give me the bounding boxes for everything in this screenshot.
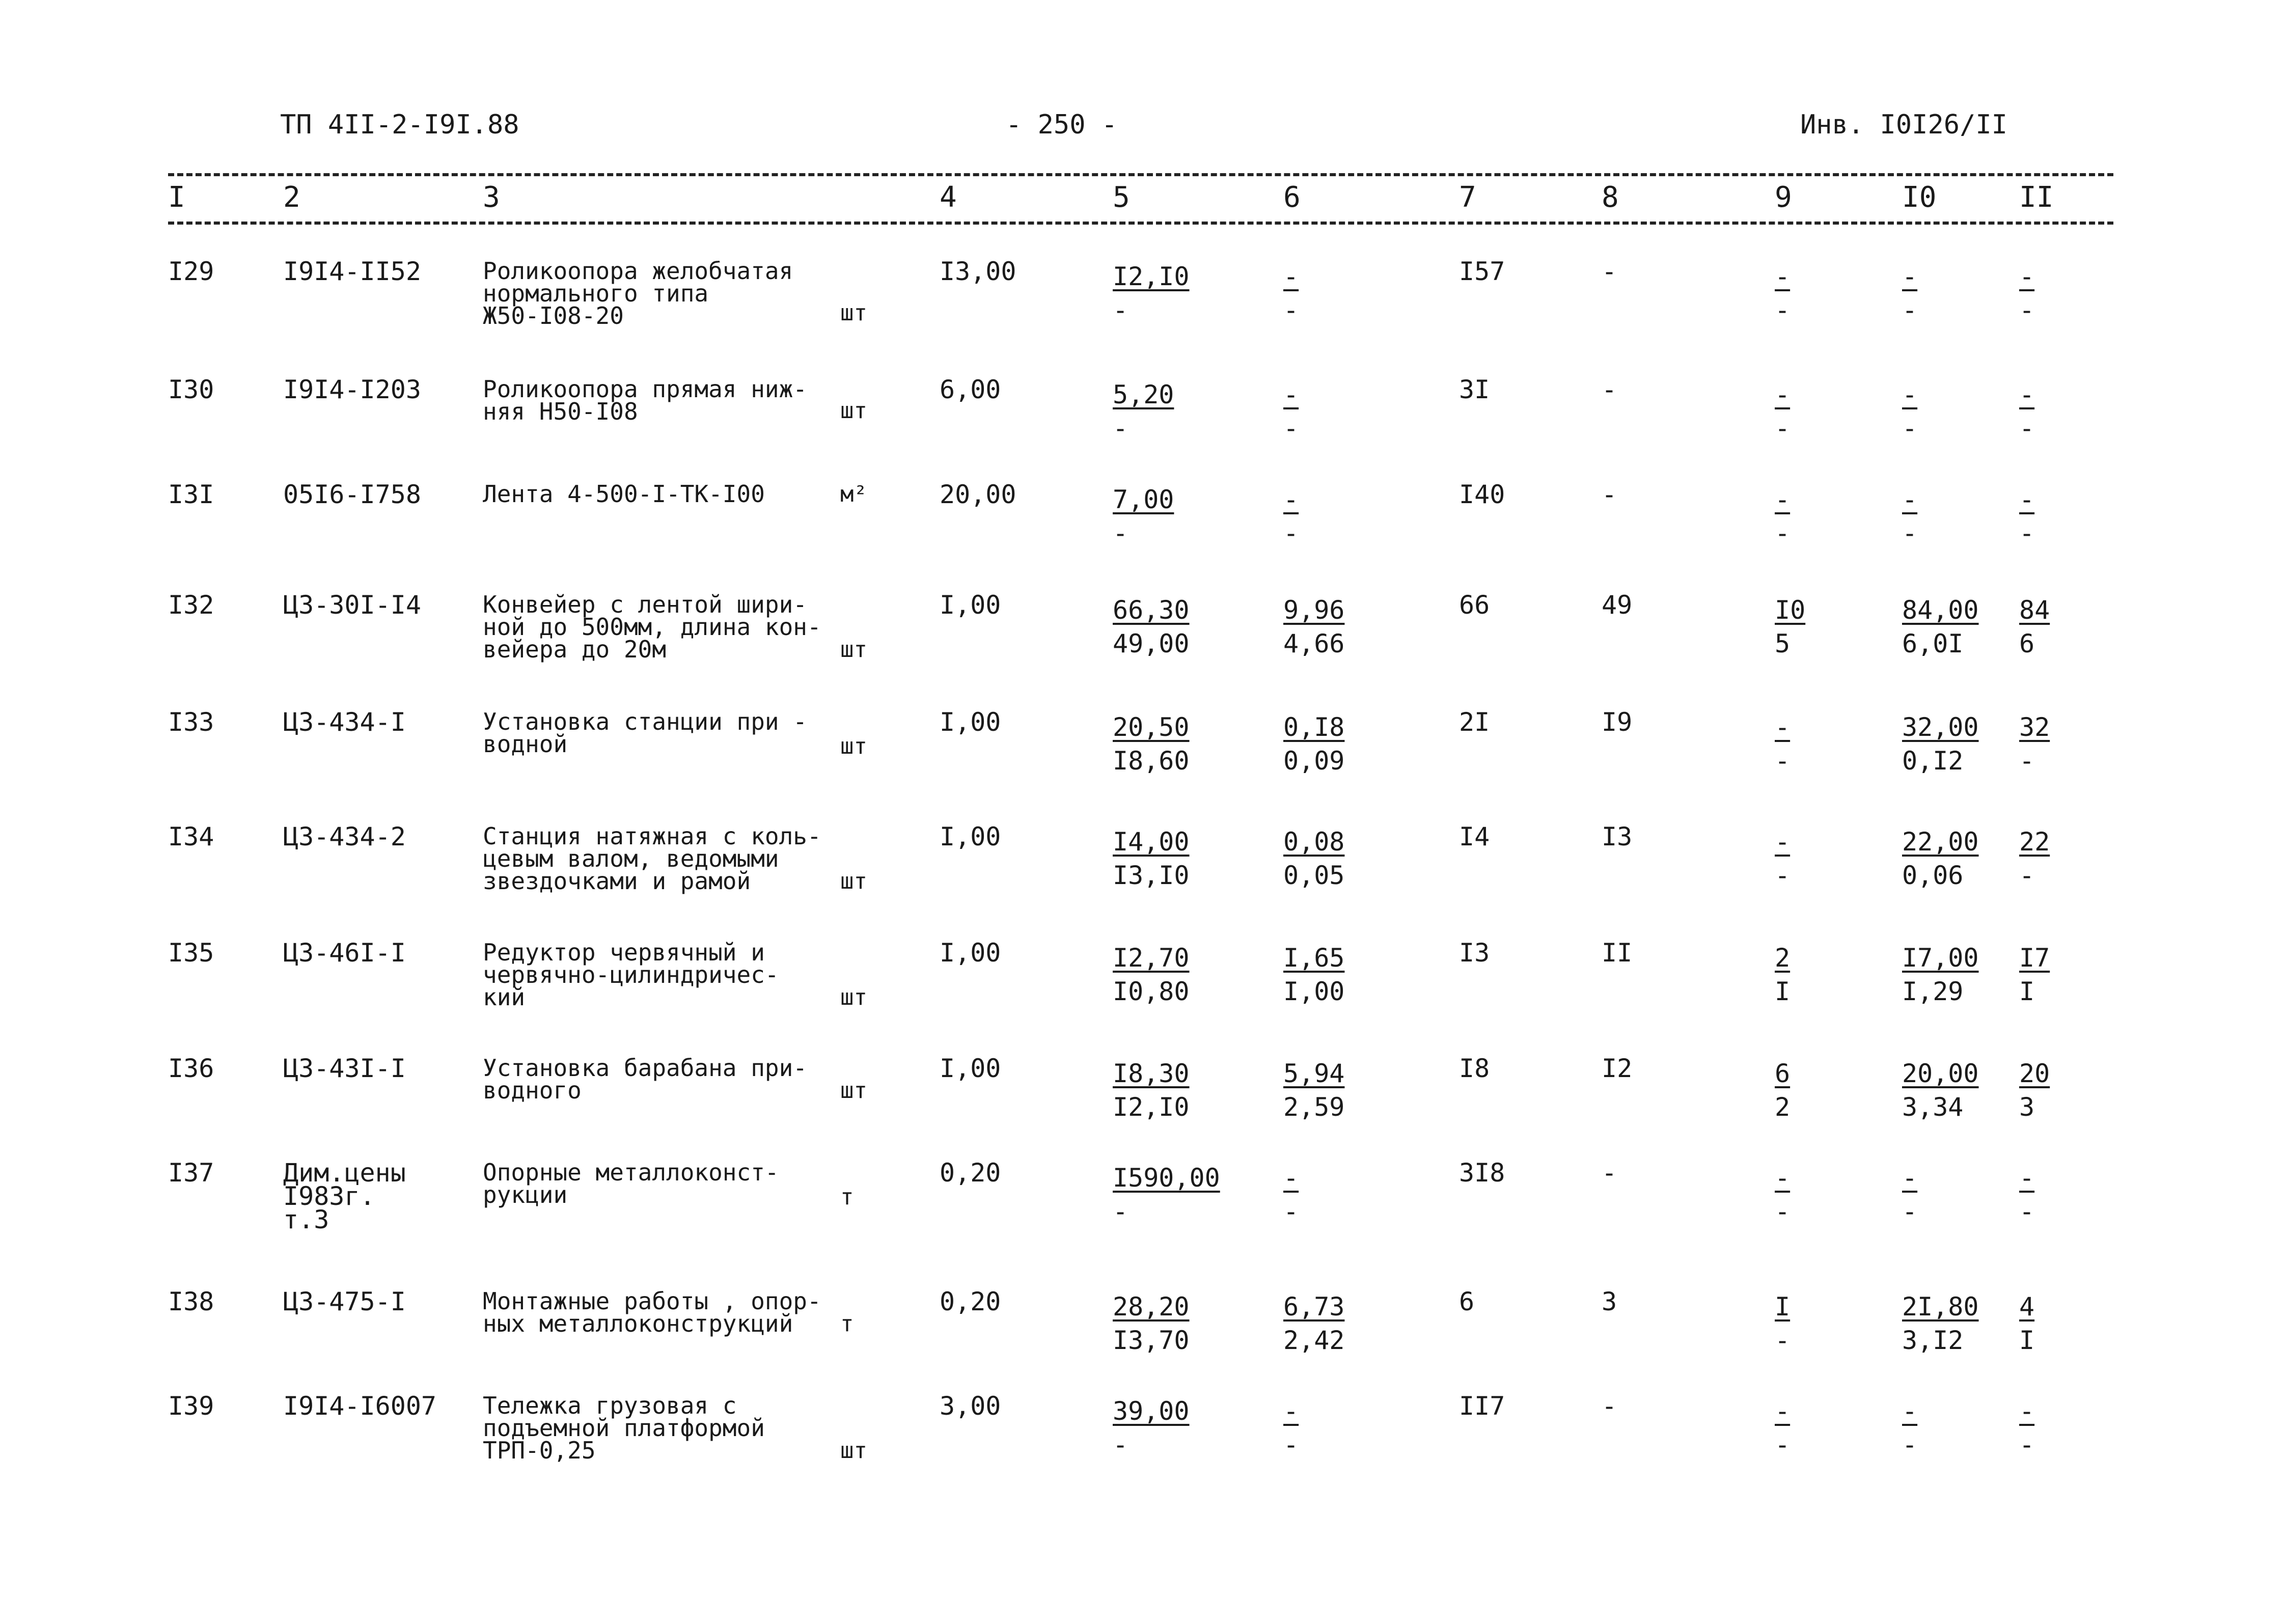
col9-value bbox=[1775, 1394, 1790, 1462]
price-code: Ц3-434-2 bbox=[283, 822, 406, 851]
col11-bottom: - bbox=[2019, 1197, 2035, 1226]
item-name: Станция натяжная с коль- цевым валом, ведомыми звездочками и рамой bbox=[483, 822, 821, 895]
col11-value bbox=[2019, 710, 2050, 778]
col9-value bbox=[1775, 710, 1790, 778]
col10-value bbox=[1902, 941, 1979, 1008]
unit: шт bbox=[840, 1078, 867, 1104]
col11-bottom: I bbox=[2019, 977, 2035, 1006]
row-number: I3I bbox=[168, 480, 214, 509]
col10-bottom: - bbox=[1902, 1430, 1918, 1460]
col6-bottom: 2,42 bbox=[1283, 1326, 1345, 1355]
col10-top: 2I,80 bbox=[1902, 1292, 1979, 1322]
table-row bbox=[0, 257, 2285, 382]
col5-value bbox=[1113, 1290, 1190, 1357]
item-name: Установка станции при - водной bbox=[483, 708, 807, 758]
col9-value bbox=[1775, 1057, 1790, 1124]
column-header-1: I bbox=[168, 181, 185, 214]
table-row bbox=[0, 1158, 2285, 1283]
col6-value bbox=[1283, 1161, 1299, 1228]
col11-value bbox=[2019, 260, 2034, 327]
row-number: I36 bbox=[168, 1054, 214, 1083]
col9-bottom: - bbox=[1775, 1430, 1791, 1460]
col9-top: 6 bbox=[1775, 1059, 1791, 1088]
col11-value bbox=[2019, 378, 2034, 445]
col9-bottom: - bbox=[1775, 414, 1791, 443]
col6-bottom: I,00 bbox=[1283, 977, 1345, 1006]
col9-top: I bbox=[1775, 1292, 1791, 1322]
col5-top: 39,00 bbox=[1113, 1396, 1190, 1426]
col9-value bbox=[1775, 593, 1805, 660]
col9-bottom: - bbox=[1775, 295, 1791, 325]
item-name: Тележка грузовая с подъемной платформой ТРП-0,25 bbox=[483, 1392, 765, 1464]
col6-top: - bbox=[1283, 380, 1299, 409]
col10-value bbox=[1902, 260, 1917, 327]
col8-value: - bbox=[1602, 480, 1617, 509]
col5-top: 66,30 bbox=[1113, 595, 1190, 625]
col11-bottom: I bbox=[2019, 1326, 2035, 1355]
col6-bottom: 2,59 bbox=[1283, 1092, 1345, 1122]
col9-value bbox=[1775, 825, 1790, 892]
col6-top: - bbox=[1283, 485, 1299, 514]
quantity: 0,20 bbox=[940, 1287, 1001, 1316]
col10-bottom: - bbox=[1902, 295, 1918, 325]
col6-bottom: - bbox=[1283, 414, 1299, 443]
col5-bottom: - bbox=[1113, 518, 1128, 548]
col9-top: - bbox=[1775, 1396, 1791, 1426]
col11-top: - bbox=[2019, 485, 2035, 514]
col10-bottom: - bbox=[1902, 518, 1918, 548]
col10-bottom: 6,0I bbox=[1902, 629, 1964, 658]
col10-top: - bbox=[1902, 1396, 1918, 1426]
col11-top: 32 bbox=[2019, 712, 2050, 742]
price-code: Ц3-434-I bbox=[283, 707, 406, 737]
column-header-9: 9 bbox=[1775, 181, 1792, 214]
col11-top: 4 bbox=[2019, 1292, 2035, 1322]
item-name: Роликоопора прямая ниж- няя Н50-I08 bbox=[483, 375, 807, 425]
col7-value: I40 bbox=[1459, 480, 1505, 509]
col10-value bbox=[1902, 378, 1917, 445]
col9-top: - bbox=[1775, 1163, 1791, 1193]
col11-bottom: - bbox=[2019, 295, 2035, 325]
col8-value: 3 bbox=[1602, 1287, 1617, 1316]
col5-value bbox=[1113, 1394, 1190, 1462]
col6-bottom: 4,66 bbox=[1283, 629, 1345, 658]
price-code: I9I4-II52 bbox=[283, 257, 421, 286]
unit: т bbox=[840, 1184, 854, 1210]
col5-value bbox=[1113, 1057, 1190, 1124]
col6-top: 5,94 bbox=[1283, 1059, 1345, 1088]
col8-value: - bbox=[1602, 375, 1617, 404]
col10-value bbox=[1902, 593, 1979, 660]
col11-top: - bbox=[2019, 380, 2035, 409]
column-header-8: 8 bbox=[1602, 181, 1619, 214]
col5-bottom: I0,80 bbox=[1113, 977, 1190, 1006]
col11-value bbox=[2019, 483, 2034, 550]
col5-value bbox=[1113, 378, 1174, 445]
quantity: I,00 bbox=[940, 590, 1001, 620]
col10-value bbox=[1902, 1057, 1979, 1124]
col9-top: I0 bbox=[1775, 595, 1806, 625]
col9-bottom: - bbox=[1775, 746, 1791, 776]
col9-bottom: - bbox=[1775, 1197, 1791, 1226]
col9-bottom: 5 bbox=[1775, 629, 1791, 658]
table-row bbox=[0, 480, 2285, 605]
col9-value bbox=[1775, 1290, 1790, 1357]
item-name: Роликоопора желобчатая нормального типа Ж50-I08-20 bbox=[483, 257, 793, 329]
price-code: Дим.цены I983г. т.3 bbox=[283, 1158, 406, 1234]
row-number: I39 bbox=[168, 1391, 214, 1421]
col10-value bbox=[1902, 825, 1979, 892]
col8-value: - bbox=[1602, 1391, 1617, 1421]
col5-top: 7,00 bbox=[1113, 485, 1174, 514]
col7-value: 2I bbox=[1459, 707, 1490, 737]
col11-bottom: 3 bbox=[2019, 1092, 2035, 1122]
col8-value: I9 bbox=[1602, 707, 1633, 737]
col8-value: II bbox=[1602, 938, 1633, 968]
quantity: I3,00 bbox=[940, 257, 1016, 286]
unit: т bbox=[840, 1311, 854, 1337]
col11-value bbox=[2019, 1394, 2034, 1462]
col5-bottom: I8,60 bbox=[1113, 746, 1190, 776]
col6-bottom: - bbox=[1283, 518, 1299, 548]
header-dashed-rule bbox=[168, 222, 2113, 225]
col5-bottom: - bbox=[1113, 1430, 1128, 1460]
col9-value bbox=[1775, 1161, 1790, 1228]
row-number: I30 bbox=[168, 375, 214, 404]
quantity: I,00 bbox=[940, 822, 1001, 851]
col6-top: I,65 bbox=[1283, 943, 1345, 973]
col7-value: I3 bbox=[1459, 938, 1490, 968]
col11-bottom: - bbox=[2019, 746, 2035, 776]
unit: шт bbox=[840, 984, 867, 1010]
col10-bottom: 3,34 bbox=[1902, 1092, 1964, 1122]
quantity: I,00 bbox=[940, 707, 1001, 737]
col5-value bbox=[1113, 593, 1190, 660]
row-number: I34 bbox=[168, 822, 214, 851]
col6-bottom: 0,05 bbox=[1283, 861, 1345, 890]
col10-bottom: 3,I2 bbox=[1902, 1326, 1964, 1355]
col10-value bbox=[1902, 1161, 1917, 1228]
col9-value bbox=[1775, 941, 1790, 1008]
col9-top: - bbox=[1775, 262, 1791, 291]
col6-bottom: - bbox=[1283, 295, 1299, 325]
col10-top: I7,00 bbox=[1902, 943, 1979, 973]
column-header-10: I0 bbox=[1902, 181, 1937, 214]
unit: шт bbox=[840, 637, 867, 663]
col11-value bbox=[2019, 1290, 2034, 1357]
table-row bbox=[0, 938, 2285, 1063]
col9-top: - bbox=[1775, 380, 1791, 409]
col9-bottom: - bbox=[1775, 861, 1791, 890]
col8-value: I2 bbox=[1602, 1054, 1633, 1083]
col9-top: - bbox=[1775, 827, 1791, 857]
col6-top: - bbox=[1283, 1396, 1299, 1426]
col11-value bbox=[2019, 1057, 2050, 1124]
quantity: 6,00 bbox=[940, 375, 1001, 404]
col5-top: 20,50 bbox=[1113, 712, 1190, 742]
row-number: I35 bbox=[168, 938, 214, 968]
col11-top: - bbox=[2019, 262, 2035, 291]
col6-bottom: - bbox=[1283, 1430, 1299, 1460]
col7-value: 3I bbox=[1459, 375, 1490, 404]
item-name: Установка барабана при- водного bbox=[483, 1054, 807, 1104]
col5-value bbox=[1113, 825, 1190, 892]
quantity: I,00 bbox=[940, 938, 1001, 968]
column-header-5: 5 bbox=[1113, 181, 1130, 214]
col6-bottom: - bbox=[1283, 1197, 1299, 1226]
price-code: Ц3-475-I bbox=[283, 1287, 406, 1316]
price-code: Ц3-46I-I bbox=[283, 938, 406, 968]
page-number: - 250 - bbox=[1006, 109, 1118, 140]
col6-value bbox=[1283, 1290, 1344, 1357]
col6-bottom: 0,09 bbox=[1283, 746, 1345, 776]
col5-bottom: 49,00 bbox=[1113, 629, 1190, 658]
col5-bottom: I2,I0 bbox=[1113, 1092, 1190, 1122]
item-name: Монтажные работы , опор- ных металлоконструкций bbox=[483, 1287, 821, 1337]
col10-value bbox=[1902, 483, 1917, 550]
col5-value bbox=[1113, 941, 1190, 1008]
col5-top: I2,I0 bbox=[1113, 262, 1190, 291]
quantity: I,00 bbox=[940, 1054, 1001, 1083]
column-header-3: 3 bbox=[483, 181, 500, 214]
column-header-2: 2 bbox=[283, 181, 300, 214]
col10-bottom: 0,06 bbox=[1902, 861, 1964, 890]
col7-value: II7 bbox=[1459, 1391, 1505, 1421]
col9-value bbox=[1775, 260, 1790, 327]
price-code: 05I6-I758 bbox=[283, 480, 421, 509]
unit: шт bbox=[840, 1438, 867, 1464]
col10-value bbox=[1902, 1394, 1917, 1462]
col11-top: I7 bbox=[2019, 943, 2050, 973]
col9-top: - bbox=[1775, 485, 1791, 514]
col5-bottom: - bbox=[1113, 295, 1128, 325]
unit: шт bbox=[840, 398, 867, 424]
col6-value bbox=[1283, 378, 1299, 445]
col5-top: 5,20 bbox=[1113, 380, 1174, 409]
col6-top: 6,73 bbox=[1283, 1292, 1345, 1322]
col5-top: 28,20 bbox=[1113, 1292, 1190, 1322]
col9-top: - bbox=[1775, 712, 1791, 742]
col9-bottom: I bbox=[1775, 977, 1791, 1006]
col7-value: 66 bbox=[1459, 590, 1490, 620]
col10-top: - bbox=[1902, 262, 1918, 291]
col6-top: 0,I8 bbox=[1283, 712, 1345, 742]
col9-bottom: - bbox=[1775, 518, 1791, 548]
col5-top: I8,30 bbox=[1113, 1059, 1190, 1088]
column-header-11: II bbox=[2019, 181, 2054, 214]
col6-value bbox=[1283, 483, 1299, 550]
col10-value bbox=[1902, 710, 1979, 778]
col11-value bbox=[2019, 941, 2050, 1008]
col10-bottom: 0,I2 bbox=[1902, 746, 1964, 776]
col5-value bbox=[1113, 710, 1190, 778]
col5-top: I4,00 bbox=[1113, 827, 1190, 857]
col5-value bbox=[1113, 260, 1190, 327]
col6-value bbox=[1283, 1057, 1344, 1124]
col7-value: I8 bbox=[1459, 1054, 1490, 1083]
quantity: 0,20 bbox=[940, 1158, 1001, 1188]
col10-bottom: I,29 bbox=[1902, 977, 1964, 1006]
col5-value bbox=[1113, 483, 1174, 550]
col6-value bbox=[1283, 260, 1299, 327]
row-number: I33 bbox=[168, 707, 214, 737]
table-row bbox=[0, 1391, 2285, 1517]
price-code: I9I4-I203 bbox=[283, 375, 421, 404]
col11-bottom: 6 bbox=[2019, 629, 2035, 658]
col9-bottom: - bbox=[1775, 1326, 1791, 1355]
col6-value bbox=[1283, 1394, 1299, 1462]
col8-value: - bbox=[1602, 1158, 1617, 1188]
unit: шт bbox=[840, 300, 867, 326]
col5-bottom: I3,70 bbox=[1113, 1326, 1190, 1355]
row-number: I29 bbox=[168, 257, 214, 286]
item-name: Лента 4-500-I-ТК-I00 bbox=[483, 480, 765, 508]
document-code: ТП 4II-2-I9I.88 bbox=[280, 109, 519, 140]
col5-bottom: - bbox=[1113, 1197, 1128, 1226]
col7-value: I57 bbox=[1459, 257, 1505, 286]
price-code: Ц3-43I-I bbox=[283, 1054, 406, 1083]
col5-top: I2,70 bbox=[1113, 943, 1190, 973]
col10-top: - bbox=[1902, 1163, 1918, 1193]
col11-bottom: - bbox=[2019, 861, 2035, 890]
table-row bbox=[0, 707, 2285, 833]
col9-value bbox=[1775, 378, 1790, 445]
col11-value bbox=[2019, 825, 2050, 892]
col11-bottom: - bbox=[2019, 518, 2035, 548]
col6-value bbox=[1283, 825, 1344, 892]
col6-value bbox=[1283, 941, 1344, 1008]
column-header-6: 6 bbox=[1283, 181, 1301, 214]
col5-value bbox=[1113, 1161, 1220, 1228]
inventory-number: Инв. I0I26/II bbox=[1800, 109, 2007, 140]
quantity: 3,00 bbox=[940, 1391, 1001, 1421]
unit: шт bbox=[840, 868, 867, 894]
col10-top: 22,00 bbox=[1902, 827, 1979, 857]
item-name: Конвейер с лентой шири- ной до 500мм, длина кон- вейера до 20м bbox=[483, 591, 821, 663]
quantity: 20,00 bbox=[940, 480, 1016, 509]
row-number: I32 bbox=[168, 590, 214, 620]
col8-value: 49 bbox=[1602, 590, 1633, 620]
column-header-7: 7 bbox=[1459, 181, 1476, 214]
item-name: Редуктор червячный и червячно-цилиндричес- кий bbox=[483, 939, 779, 1011]
price-code: Ц3-30I-I4 bbox=[283, 590, 421, 620]
col10-value bbox=[1902, 1290, 1979, 1357]
col10-top: 32,00 bbox=[1902, 712, 1979, 742]
col6-value bbox=[1283, 710, 1344, 778]
col11-top: - bbox=[2019, 1163, 2035, 1193]
col11-bottom: - bbox=[2019, 1430, 2035, 1460]
col9-bottom: 2 bbox=[1775, 1092, 1791, 1122]
item-name: Опорные металлоконст- рукции bbox=[483, 1159, 779, 1208]
col10-bottom: - bbox=[1902, 414, 1918, 443]
col10-top: 84,00 bbox=[1902, 595, 1979, 625]
col5-bottom: I3,I0 bbox=[1113, 861, 1190, 890]
col6-top: - bbox=[1283, 1163, 1299, 1193]
col6-top: 9,96 bbox=[1283, 595, 1345, 625]
col6-top: - bbox=[1283, 262, 1299, 291]
col10-bottom: - bbox=[1902, 1197, 1918, 1226]
row-number: I37 bbox=[168, 1158, 214, 1188]
unit: м² bbox=[840, 481, 867, 507]
col11-value bbox=[2019, 593, 2050, 660]
col11-top: 20 bbox=[2019, 1059, 2050, 1088]
table-row bbox=[0, 590, 2285, 715]
col11-bottom: - bbox=[2019, 414, 2035, 443]
table-row bbox=[0, 822, 2285, 947]
col7-value: I4 bbox=[1459, 822, 1490, 851]
col11-value bbox=[2019, 1161, 2034, 1228]
col11-top: 22 bbox=[2019, 827, 2050, 857]
col9-value bbox=[1775, 483, 1790, 550]
col5-bottom: - bbox=[1113, 414, 1128, 443]
col5-top: I590,00 bbox=[1113, 1163, 1220, 1193]
column-header-4: 4 bbox=[940, 181, 957, 214]
col9-top: 2 bbox=[1775, 943, 1791, 973]
col8-value: I3 bbox=[1602, 822, 1633, 851]
top-dashed-rule bbox=[168, 173, 2113, 176]
col10-top: - bbox=[1902, 380, 1918, 409]
price-code: I9I4-I6007 bbox=[283, 1391, 437, 1421]
col6-top: 0,08 bbox=[1283, 827, 1345, 857]
col11-top: - bbox=[2019, 1396, 2035, 1426]
col10-top: 20,00 bbox=[1902, 1059, 1979, 1088]
col8-value: - bbox=[1602, 257, 1617, 286]
unit: шт bbox=[840, 733, 867, 759]
col7-value: 3I8 bbox=[1459, 1158, 1505, 1188]
col7-value: 6 bbox=[1459, 1287, 1475, 1316]
col10-top: - bbox=[1902, 485, 1918, 514]
col11-top: 84 bbox=[2019, 595, 2050, 625]
row-number: I38 bbox=[168, 1287, 214, 1316]
col6-value bbox=[1283, 593, 1344, 660]
